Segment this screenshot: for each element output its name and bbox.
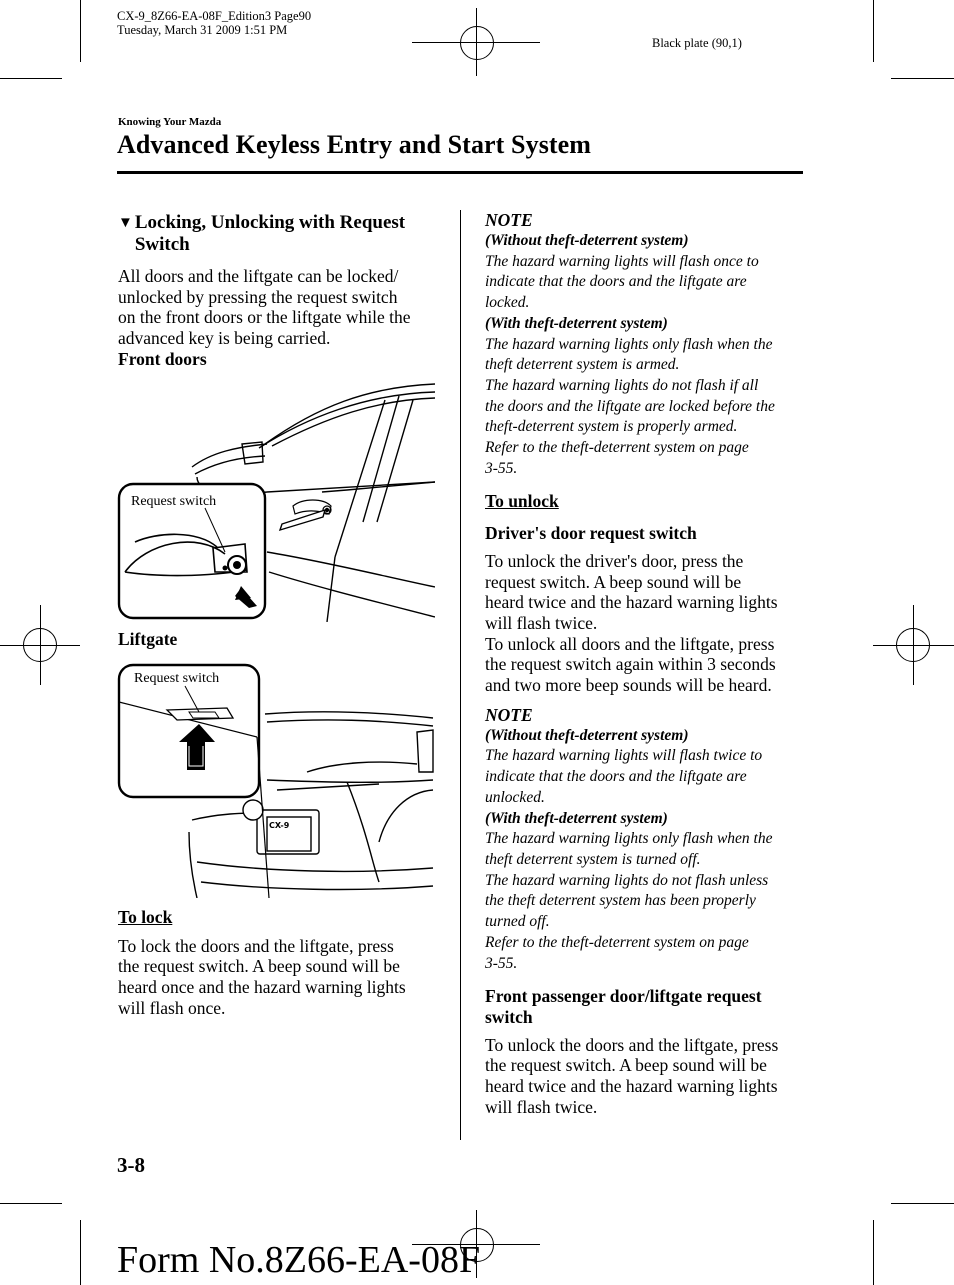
page-title: Advanced Keyless Entry and Start System (117, 130, 592, 159)
text-line: Front passenger door/liftgate request (485, 986, 762, 1007)
text-line: request switch. A beep sound will be (485, 571, 742, 592)
text-line: switch (485, 1006, 533, 1027)
text-line: will flash twice. (485, 612, 598, 633)
column-divider (460, 210, 461, 1140)
note-line: 3-55. (485, 954, 518, 972)
figure1-callout-label: Request switch (131, 494, 217, 509)
text-line: To unlock the driver's door, press the (485, 550, 744, 571)
text-line: will flash twice. (485, 1096, 598, 1117)
note-line: theft-deterrent system is properly armed. (485, 418, 738, 436)
left-column (118, 212, 438, 370)
text-line: All doors and the liftgate can be locked/ (118, 266, 399, 286)
print-plate: Black plate (90,1) (652, 36, 742, 50)
to-lock-paragraph (118, 936, 438, 1019)
text-line: heard twice and the hazard warning lights (485, 592, 778, 613)
note-line: The hazard warning lights only flash when the (485, 335, 773, 353)
note-line: (With theft-deterrent system) (485, 809, 668, 827)
text-line: heard twice and the hazard warning lights (485, 1076, 778, 1097)
text-line: the request switch. A beep sound will be (485, 1055, 767, 1076)
svg-text:CX-9: CX-9 (269, 821, 290, 830)
passenger-paragraph (485, 1035, 805, 1118)
liftgate-label: Liftgate (118, 629, 178, 649)
note-line: indicate that the doors and the liftgate are (485, 768, 747, 786)
door-handle-small (293, 500, 331, 514)
note-line: The hazard warning lights do not flash if all (485, 376, 759, 394)
driver-door-paragraph (485, 551, 805, 696)
print-date-line: Tuesday, March 31 2009 1:51 PM (117, 23, 288, 37)
text-line: To unlock all doors and the liftgate, press (485, 633, 775, 654)
text-line: the request switch. A beep sound will be (118, 956, 400, 977)
front-doors-label: Front doors (118, 348, 207, 369)
note-line: unlocked. (485, 788, 545, 806)
text-line: will flash once. (118, 997, 226, 1018)
text-line: To unlock the doors and the liftgate, press (485, 1034, 779, 1055)
to-lock-section (118, 907, 438, 1019)
text-line: unlocked by pressing the request switch (118, 286, 398, 307)
to-lock-heading: To lock (118, 907, 173, 927)
form-number: Form No.8Z66-EA-08F (117, 1239, 481, 1281)
note1-title: NOTE (485, 210, 533, 230)
note-line: indicate that the doors and the liftgate are (485, 273, 747, 291)
note2-body (485, 726, 805, 974)
page-number: 3-8 (117, 1153, 145, 1177)
text-line: the request switch again within 3 seconds (485, 654, 776, 675)
right-column (485, 209, 805, 1117)
title-rule (117, 171, 803, 174)
note-line: Refer to the theft-deterrent system on page (485, 439, 749, 457)
note-line: theft deterrent system is armed. (485, 356, 680, 374)
note2-title: NOTE (485, 704, 533, 725)
note-line: The hazard warning lights do not flash unless (485, 871, 769, 889)
triangle-marker-icon: ▼ (118, 215, 133, 231)
passenger-heading (485, 986, 805, 1027)
text-line: and two more beep sounds will be heard. (485, 675, 772, 696)
to-unlock-heading: To unlock (485, 491, 559, 512)
note-line: Refer to the theft-deterrent system on page (485, 933, 749, 951)
section-label: Knowing Your Mazda (118, 116, 222, 128)
note-line: the theft deterrent system has been properly (485, 892, 756, 910)
text-line: heard once and the hazard warning lights (118, 977, 406, 998)
text-line: advanced key is being carried. (118, 328, 331, 349)
note-line: 3-55. (485, 459, 518, 477)
heading-text: Locking, Unlocking with Request Switch (134, 212, 406, 255)
note-line: The hazard warning lights will flash once to (485, 252, 759, 270)
note1-body (485, 231, 805, 479)
text-line: on the front doors or the liftgate while the (118, 307, 411, 328)
note-line: locked. (485, 294, 530, 312)
section-heading (118, 212, 438, 256)
print-job-line: CX-9_8Z66-EA-08F_Edition3 Page90 (117, 9, 312, 23)
note-line: The hazard warning lights will flash twice to (485, 747, 763, 765)
note-line: (With theft-deterrent system) (485, 314, 668, 332)
liftgate-illustration (117, 662, 435, 898)
driver-door-heading: Driver's door request switch (485, 523, 697, 544)
note-line: the doors and the liftgate are locked before the (485, 397, 775, 415)
note-line: turned off. (485, 913, 550, 931)
note-line: The hazard warning lights only flash when the (485, 830, 773, 848)
intro-paragraph (118, 266, 438, 349)
figure2-callout-label: Request switch (134, 671, 220, 686)
text-line: To lock the doors and the liftgate, press (118, 935, 394, 956)
note-line: (Without theft-deterrent system) (485, 232, 689, 249)
note-line: theft deterrent system is turned off. (485, 850, 701, 868)
note-line: (Without theft-deterrent system) (485, 726, 689, 744)
